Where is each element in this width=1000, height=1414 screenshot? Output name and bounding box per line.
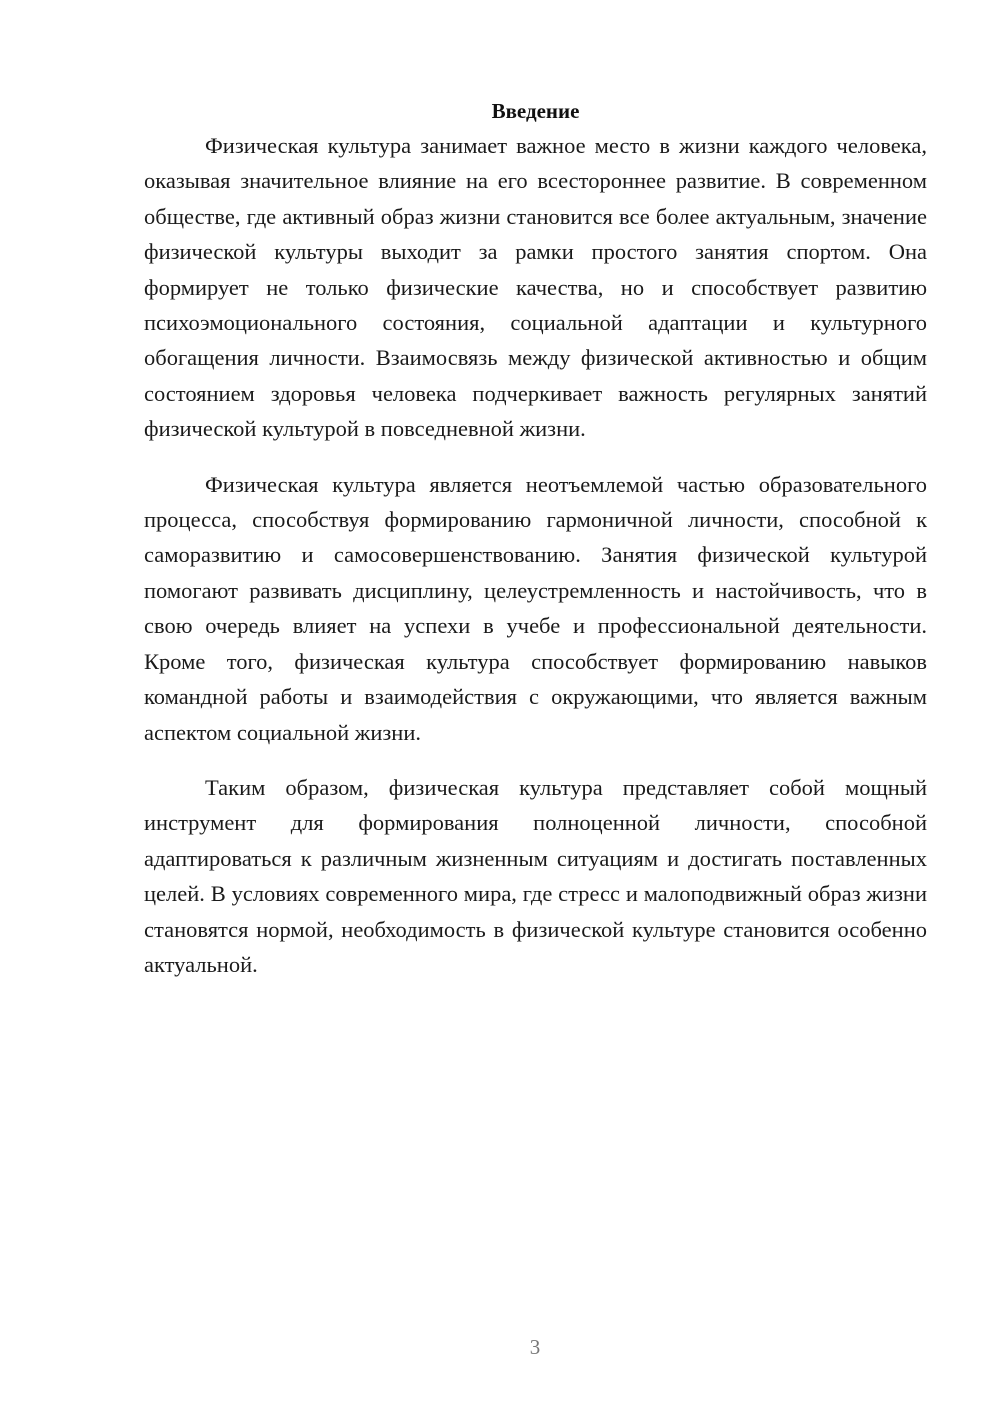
paragraph-1: Физическая культура занимает важное место в жизни каждого человека, оказывая значительное влияние на его всестороннее развитие. В современном обществе, где активный образ жизни становится все более актуальным, значение физической культуры выходит за рамки простого занятия спортом. Она формирует не только физические качества, но и способствует развитию психоэмоционального состояния, социальной адаптации и культурного обогащения личности. Взаимосвязь между физической активностью и общим состоянием здоровья человека подчеркивает важность регулярных занятий физической культурой в повседневной жизни. — [144, 133, 927, 442]
paragraph-2: Физическая культура является неотъемлемой частью образовательного процесса, способствуя формированию гармоничной личности, способной к саморазвитию и самосовершенствованию. Занятия физической культурой помогают развивать дисциплину, целеустремленность и настойчивость, что в свою очередь влияет на успехи в учебе и профессиональной деятельности. Кроме того, физическая культура способствует формированию навыков командной работы и взаимодействия с окружающими, что является важным аспектом социальной жизни. — [144, 471, 927, 745]
page-number: 3 — [529, 1335, 541, 1359]
page-content — [144, 96, 927, 982]
section-heading: Введение — [491, 99, 580, 123]
paragraph-3: Таким образом, физическая культура представляет собой мощный инструмент для формирования полноценной личности, способной адаптироваться к различным жизненным ситуациям и достигать поставленных целей. В условиях современного мира, где стресс и малоподвижный образ жизни становятся нормой, необходимость в физической культуре становится особенно актуальной. — [144, 774, 927, 977]
